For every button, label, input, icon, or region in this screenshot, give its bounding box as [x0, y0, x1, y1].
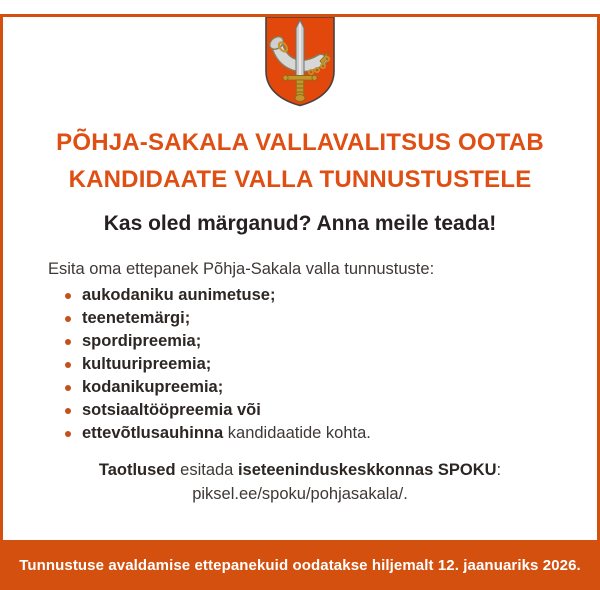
main-title-line2: KANDIDAATE VALLA TUNNUSTUSTELE [68, 166, 532, 193]
award-name: kodanikupreemia; [82, 378, 224, 396]
list-item-aukodaniku [82, 284, 600, 307]
list-item-kodanikupreemia [82, 376, 600, 399]
main-title [0, 124, 600, 198]
award-name: aukodaniku aunimetuse; [82, 286, 276, 304]
apply-colon: : [496, 461, 502, 479]
spoku-url: piksel.ee/spoku/pohjasakala/. [192, 485, 408, 503]
subtitle: Kas oled märganud? Anna meile teada! [103, 212, 497, 235]
announcement-poster [0, 14, 600, 574]
award-name: spordipreemia; [82, 332, 202, 350]
bullet-icon [65, 293, 71, 299]
list-item-sotsiaaltoopreemia [82, 399, 600, 422]
award-name: teenetemärgi; [82, 309, 191, 327]
coat-of-arms [0, 14, 600, 108]
apply-spoku-label: iseteeninduskeskkonnas SPOKU [237, 461, 497, 479]
bullet-icon [65, 316, 71, 322]
awards-list [0, 284, 600, 445]
list-item-spordipreemia [82, 330, 600, 353]
main-title-line1: PÕHJA-SAKALA VALLAVALITSUS OOTAB [56, 129, 544, 156]
list-item-kultuuripreemia [82, 353, 600, 376]
bullet-icon [65, 385, 71, 391]
deadline-text: Tunnustuse avaldamise ettepanekuid oodatakse hiljemalt 12. jaanuariks 2026. [19, 556, 581, 574]
bullet-icon [65, 408, 71, 414]
deadline-banner [0, 540, 600, 590]
shield-sword-horn-icon [263, 14, 337, 108]
bullet-icon [65, 339, 71, 345]
bullet-icon [65, 431, 71, 437]
apply-word-taotlused: Taotlused [98, 461, 176, 479]
bullet-icon [65, 362, 71, 368]
award-name: kultuuripreemia; [82, 355, 212, 373]
list-item-ettevotlusauhind: ettevõtlusauhinna kandidaatide kohta. [82, 422, 600, 445]
award-name: sotsiaaltööpreemia või [82, 401, 261, 419]
award-name: ettevõtlusauhinna [82, 424, 224, 442]
list-item-teenetemark [82, 307, 600, 330]
apply-word-esitada: esitada [175, 461, 238, 479]
intro-text: Esita oma ettepanek Põhja-Sakala valla tunnustuste: [48, 260, 435, 278]
application-info [0, 458, 600, 506]
